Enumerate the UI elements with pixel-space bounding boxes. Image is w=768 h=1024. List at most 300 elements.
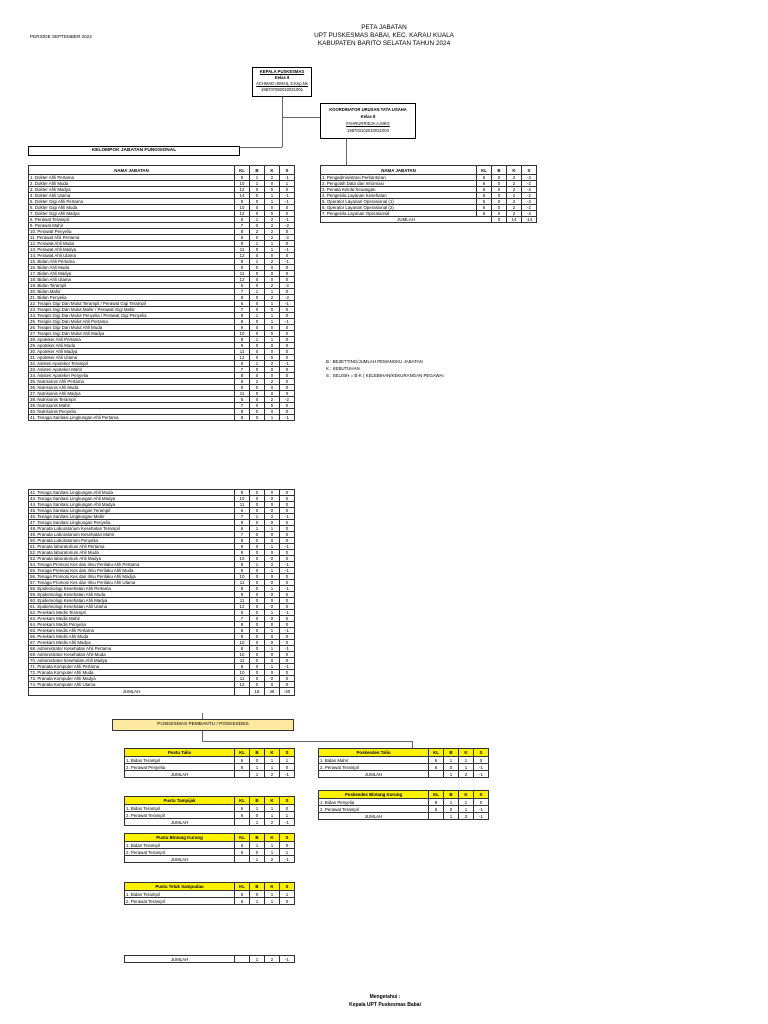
col-header-k: K [265,166,280,175]
kl-value: 12 [235,682,250,688]
job-name: 34. Asisten Apoteker Penyelia [29,373,235,379]
table-row [125,812,295,819]
job-name: 35. Nutrisionis Ahli Pertama [29,379,235,385]
kl-value: 9 [235,592,250,598]
b-value: 0 [250,301,265,307]
kl-value: 7 [235,367,250,373]
k-value: 0 [265,253,280,259]
kl-value: 6 [477,211,492,217]
legend-item: B : BEZETTING/JUMLAH PEMANGKU JABATAN [326,359,423,364]
col-header-kl: KL [235,883,250,891]
kl-value: 7 [235,307,250,313]
s-value: 1 [280,891,295,898]
job-name: 2. Dokter Ahli Muda [29,181,235,187]
job-name: 8. Perawat Terampil [29,217,235,223]
s-value: 0 [280,289,295,295]
b-value: 1 [250,241,265,247]
k-value: 0 [265,277,280,283]
b-value: 1 [444,757,459,764]
k-value: 1 [265,199,280,205]
b-value: 0 [250,634,265,640]
job-name: 5. Operator Layanan Operasional (1) [321,199,477,205]
job-name: 16. Bidan Ahli Muda [29,265,235,271]
s-value: -1 [280,544,295,550]
kl-value: 6 [477,205,492,211]
s-value: 1 [280,849,295,856]
table-header-row [29,166,295,175]
col-header-s: S [474,791,489,799]
col-header-name: NAMA JABATAN [29,166,235,175]
job-name: 44. Tenaga Sanitasi Lingkungan Ahli Madya [29,502,235,508]
kl-value: 9 [235,175,250,181]
unit-header-row [319,791,489,799]
job-name: 18. Bidan Ahli Utama [29,277,235,283]
job-name: 3. Penata Kelola Keuangan [321,187,477,193]
kl-value: 12 [235,211,250,217]
s-value: 0 [280,764,295,771]
job-name: 7. Dokter Gigi Ahli Madya [29,211,235,217]
total-kl-empty [235,956,250,963]
koordinator-kelas: Kelas 8 [360,114,376,119]
bottom-total-table [124,955,295,963]
b-value: 1 [250,526,265,532]
total-label: JUMLAH [125,956,235,963]
k-value: 1 [265,193,280,199]
k-value: 2 [507,175,522,181]
b-value: 0 [492,181,507,187]
org-line [282,97,283,147]
k-value: 1 [265,610,280,616]
col-header-k: K [459,749,474,757]
k-value: 2 [507,211,522,217]
total-b: 18 [250,688,265,696]
k-value: 2 [265,514,280,520]
job-name: 69. Administrator Kesehatan Ahli Muda [29,652,235,658]
kl-value: 11 [235,580,250,586]
kl-value: 6 [235,217,250,223]
org-line [240,147,282,148]
job-name: 3. Dokter Ahli Madya [29,187,235,193]
kl-value: 6 [235,397,250,403]
s-value: 0 [474,757,489,764]
k-value: 0 [265,181,280,187]
b-value: 0 [250,403,265,409]
k-value: 0 [265,187,280,193]
s-value: -1 [280,175,295,181]
b-value: 1 [250,805,265,812]
col-header-k: K [265,749,280,757]
kl-value: 8 [235,538,250,544]
b-value: 0 [250,544,265,550]
kl-value: 10 [235,181,250,187]
job-name: 47. Tenaga Sanitasi Lingkungan Penyelia [29,520,235,526]
kl-value: 6 [477,175,492,181]
job-name: 73. Pranata Komputer Ahli Madya [29,676,235,682]
total-k: 14 [507,217,522,223]
s-value: 0 [280,842,295,849]
k-value: 0 [265,598,280,604]
legend [326,358,444,379]
b-value: 0 [250,331,265,337]
pustu-group-label: PUSKESMAS PEMBANTU / POSKESDES [112,719,294,731]
k-value: 2 [265,379,280,385]
s-value: 0 [280,241,295,247]
kl-value: 6 [235,805,250,812]
job-name: 7. Pengelola Layanan Operasional [321,211,477,217]
kl-value: 6 [429,806,444,813]
s-value: 0 [280,805,295,812]
fungsional-group-label: KELOMPOK JABATAN FUNGSIONAL [28,146,240,156]
unit-header-row [319,749,489,757]
total-k: 2 [265,956,280,963]
kl-value: 9 [235,568,250,574]
col-header-kl: KL [235,166,250,175]
job-name: 57. Tenaga Promosi Kes dan Ilmu Perilaku Ahli Utama [29,580,235,586]
job-name: 12. Perawat Ahli Muda [29,241,235,247]
s-value: 0 [280,550,295,556]
kl-value: 9 [235,634,250,640]
total-b: 1 [250,819,265,826]
s-value: 0 [280,331,295,337]
s-value: 0 [280,355,295,361]
b-value: 0 [250,235,265,241]
job-name: 59. Epidemiologi Kesehatan Ahli Muda [29,592,235,598]
unit-header-row [125,883,295,891]
s-value: -1 [280,628,295,634]
fungsional-total-row [29,688,295,696]
s-value: 0 [280,658,295,664]
b-value: 0 [250,367,265,373]
total-s: -1 [280,956,295,963]
total-label: JUMLAH [125,819,235,826]
b-value: 1 [250,289,265,295]
job-name: 66. Perekam Medis Ahli Muda [29,634,235,640]
job-name: 32. Asisten Apoteker Terampil [29,361,235,367]
b-value: 0 [250,757,265,764]
k-value: 2 [265,295,280,301]
unit-title: Pustu Teluk Sampudau [125,883,235,891]
table-row [125,764,295,771]
s-value: 0 [280,682,295,688]
total-label: JUMLAH [125,856,235,863]
kepala-name: ACHMAD ISMAIL S.Kep.Ns [256,81,308,86]
b-value: 0 [250,490,265,496]
b-value: 0 [250,610,265,616]
unit-header-row [125,749,295,757]
job-name: 2. Pengolah Data dan Informasi [321,181,477,187]
total-b: 1 [444,813,459,820]
k-value: 0 [265,580,280,586]
total-b: 1 [250,856,265,863]
kl-value: 6 [477,187,492,193]
k-value: 1 [265,544,280,550]
total-k: 2 [265,819,280,826]
k-value: 0 [265,538,280,544]
k-value: 0 [265,385,280,391]
s-value: 0 [280,409,295,415]
job-name: 1. Bidan Penyelia [319,799,429,806]
b-value: 0 [492,205,507,211]
b-value: 0 [250,265,265,271]
kl-value: 9 [235,325,250,331]
kl-value: 11 [235,247,250,253]
total-s: -1 [474,771,489,778]
k-value: 0 [265,592,280,598]
k-value: 1 [265,664,280,670]
b-value: 0 [250,277,265,283]
table-row [125,849,295,856]
k-value: 1 [265,891,280,898]
k-value: 0 [265,658,280,664]
job-name: 36. Nutrisionis Ahli Muda [29,385,235,391]
job-name: 5. Dokter Gigi Ahli Pertama [29,199,235,205]
s-value: 0 [280,604,295,610]
job-name: 49. Pranata Laboratorium Kesehatan Mahir [29,532,235,538]
col-header-b: B [444,749,459,757]
col-header-kl: KL [477,166,492,175]
job-name: 1. Pengadministrasi Perkantoran [321,175,477,181]
kl-value: 11 [235,349,250,355]
sign-line-2: Kepala UPT Puskesmas Babai [349,1002,421,1008]
total-s: -1 [474,813,489,820]
b-value: 0 [250,496,265,502]
k-value: 0 [265,556,280,562]
job-name: 38. Nutrisionis Terampil [29,397,235,403]
col-header-s: S [280,883,295,891]
b-value: 1 [250,562,265,568]
kl-value: 12 [235,187,250,193]
total-label: JUMLAH [321,217,492,223]
b-value: 0 [250,205,265,211]
s-value: -2 [522,199,537,205]
k-value: 0 [265,634,280,640]
job-name: 51. Pranata laboratorium Ahli Pertama [29,544,235,550]
job-name: 43. Tenaga Sanitasi Lingkungan Ahli Madya [29,496,235,502]
s-value: 0 [280,538,295,544]
k-value: 1 [265,526,280,532]
b-value: 1 [250,181,265,187]
s-value: 0 [280,211,295,217]
k-value: 1 [459,806,474,813]
s-value: 0 [280,379,295,385]
unit-table [318,748,489,778]
b-value: 2 [250,379,265,385]
s-value: -2 [522,181,537,187]
s-value: 1 [280,181,295,187]
tu-total-row [321,217,537,223]
s-value: -1 [280,319,295,325]
s-value: -2 [280,295,295,301]
table-header-row [321,166,537,175]
legend-item: S : SELISIH = B-K ( KELEBIHAN/KEKURANGAN PEGAWAI [326,373,444,378]
b-value: 1 [250,764,265,771]
kl-value: 12 [235,355,250,361]
total-k: 2 [265,856,280,863]
total-s: -1 [280,819,295,826]
col-header-b: B [250,797,265,805]
b-value: 1 [250,842,265,849]
kl-value: 6 [429,764,444,771]
k-value: 0 [265,532,280,538]
kl-value: 11 [235,271,250,277]
b-value: 0 [250,664,265,670]
job-name: 15. Bidan Ahli Pertama [29,259,235,265]
job-name: 1. Bidan Terampil [125,757,235,764]
s-value: 0 [280,271,295,277]
job-name: 52. Pranata laboratorium Ahli Muda [29,550,235,556]
k-value: 1 [265,586,280,592]
total-kl-empty [429,771,444,778]
k-value: 0 [265,682,280,688]
k-value: 2 [265,229,280,235]
k-value: 2 [265,217,280,223]
job-name: 13. Perawat Ahli Madya [29,247,235,253]
job-name: 33. Asisten Apoteker Mahir [29,367,235,373]
k-value: 0 [265,265,280,271]
kl-value: 11 [235,658,250,664]
col-header-s: S [280,834,295,842]
kl-value: 7 [235,616,250,622]
total-k: 2 [459,813,474,820]
total-kl-empty [235,819,250,826]
kl-value: 8 [235,520,250,526]
kl-value: 10 [235,670,250,676]
kl-value: 11 [235,676,250,682]
job-name: 19. Bidan Terampil [29,283,235,289]
table-row [29,415,295,421]
job-name: 26. Terapis Gigi Dan Mulut Ahli Muda [29,325,235,331]
s-value: 0 [280,229,295,235]
job-name: 2. Perawat Terampil [319,806,429,813]
kl-value: 7 [235,289,250,295]
s-value: 0 [280,367,295,373]
total-k: 2 [265,771,280,778]
k-value: 2 [265,223,280,229]
b-value: 0 [250,568,265,574]
job-name: 64. Perekam Medis Penyelia [29,622,235,628]
s-value: -1 [280,361,295,367]
total-s: -1 [280,771,295,778]
table-row [319,799,489,806]
b-value: 0 [250,520,265,526]
kl-value: 10 [235,496,250,502]
k-value: 1 [265,301,280,307]
k-value: 2 [265,259,280,265]
b-value: 0 [250,343,265,349]
s-value: 0 [280,640,295,646]
s-value: 0 [280,556,295,562]
b-value: 0 [250,604,265,610]
k-value: 2 [265,397,280,403]
doc-title: PETA JABATAN [361,24,407,31]
s-value: -1 [280,562,295,568]
col-header-b: B [444,791,459,799]
s-value: 0 [280,496,295,502]
b-value: 0 [250,307,265,313]
unit-total-row [125,771,295,778]
total-label: JUMLAH [319,813,429,820]
kl-value: 8 [235,313,250,319]
k-value: 1 [265,764,280,771]
s-value: -1 [280,646,295,652]
k-value: 1 [265,849,280,856]
k-value: 2 [507,193,522,199]
b-value: 0 [250,574,265,580]
kl-value: 8 [235,646,250,652]
s-value: 0 [280,670,295,676]
kl-value: 8 [235,379,250,385]
unit-total-row [125,819,295,826]
kl-value: 6 [477,181,492,187]
b-value: 0 [250,628,265,634]
k-value: 0 [265,409,280,415]
job-name: 10. Perawat Penyelia [29,229,235,235]
period-label: PERIODE SEPTEMBER 2024 [30,34,92,39]
b-value: 0 [250,812,265,819]
job-name: 1. Dokter Ahli Pertama [29,175,235,181]
k-value: 0 [265,490,280,496]
doc-subtitle-1: UPT PUSKESMAS BABAI, KEC. KARAU KUALA [314,32,454,39]
k-value: 0 [265,403,280,409]
k-value: 1 [265,337,280,343]
b-value: 0 [250,550,265,556]
b-value: 0 [250,538,265,544]
job-name: 1. Bidan Terampil [125,805,235,812]
k-value: 1 [265,313,280,319]
b-value: 0 [250,349,265,355]
job-name: 23. Terapis Gigi Dan Mulut Mahir / Perawat Gigi Mahir [29,307,235,313]
s-value: 0 [280,391,295,397]
job-name: 61. Epidemiologi Kesehatan Ahli Utama [29,604,235,610]
b-value: 0 [250,616,265,622]
k-value: 0 [265,355,280,361]
total-k: 2 [459,771,474,778]
col-header-s: S [280,749,295,757]
total-b: 1 [250,956,265,963]
total-label: JUMLAH [125,771,235,778]
kl-value: 8 [235,664,250,670]
b-value: 0 [250,391,265,397]
unit-header-row [125,797,295,805]
k-value: 0 [265,496,280,502]
job-name: 29. Apoteker Ahli Muda [29,343,235,349]
kl-value: 8 [235,373,250,379]
b-value: 1 [250,217,265,223]
s-value: 0 [280,580,295,586]
col-header-kl: KL [429,791,444,799]
legend-item: K : KEBUTUHAN [326,366,360,371]
b-value: 0 [250,508,265,514]
kl-value: 6 [235,508,250,514]
total-s: -1 [280,856,295,863]
s-value: 0 [280,592,295,598]
total-kl-empty [429,813,444,820]
s-value: -1 [280,247,295,253]
b-value: 0 [250,640,265,646]
total-b: 0 [492,217,507,223]
kl-value: 8 [235,562,250,568]
k-value: 0 [265,325,280,331]
k-value: 0 [265,373,280,379]
s-value: -1 [280,610,295,616]
total-s: -14 [522,217,537,223]
s-value: 0 [280,898,295,905]
s-value: 0 [280,526,295,532]
b-value: 0 [250,295,265,301]
b-value: 1 [250,898,265,905]
b-value: 0 [250,646,265,652]
s-value: -2 [522,211,537,217]
